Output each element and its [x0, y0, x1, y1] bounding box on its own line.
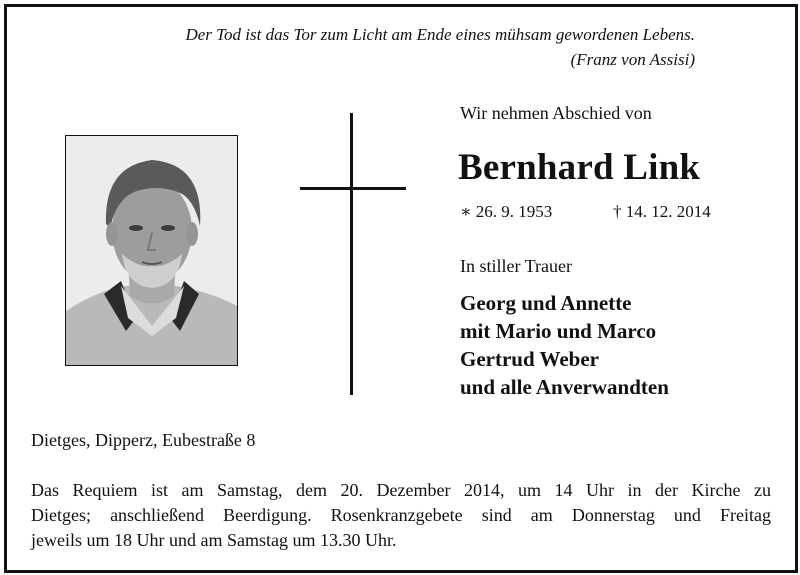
- mourner-line: Georg und Annette: [460, 291, 632, 315]
- mourner-line: mit Mario und Marco: [460, 319, 657, 343]
- mourner-line: und alle Anverwandten: [460, 375, 669, 399]
- birth-date: ∗ 26. 9. 1953: [460, 202, 553, 221]
- portrait-photo: [65, 135, 238, 366]
- requiem-line-1: Das Requiem ist am Samstag, dem 20. Dezember 2014, um 14 Uhr in der Kirche zu: [31, 480, 771, 500]
- requiem-line-2: Dietges; anschließend Beerdigung. Rosenkranzgebete sind am Donnerstag und Freitag: [31, 505, 771, 525]
- farewell-intro: Wir nehmen Abschied von: [460, 103, 652, 123]
- quote-author: (Franz von Assisi): [570, 50, 695, 69]
- address: Dietges, Dipperz, Eubestraße 8: [31, 430, 256, 450]
- quote-block: [60, 22, 695, 72]
- mourning-label: In stiller Trauer: [460, 256, 572, 276]
- requiem-info: [31, 478, 771, 553]
- quote-text: Der Tod ist das Tor zum Licht am Ende eines mühsam gewordenen Lebens.: [185, 25, 695, 44]
- portrait-image: [66, 136, 237, 365]
- mourners-list: [460, 289, 669, 401]
- requiem-line-3: jeweils um 18 Uhr und am Samstag um 13.30 Uhr.: [31, 530, 397, 550]
- mourner-line: Gertrud Weber: [460, 347, 600, 371]
- deceased-name: Bernhard Link: [458, 147, 701, 188]
- death-date: † 14. 12. 2014: [613, 202, 711, 221]
- cross-icon: [300, 113, 406, 395]
